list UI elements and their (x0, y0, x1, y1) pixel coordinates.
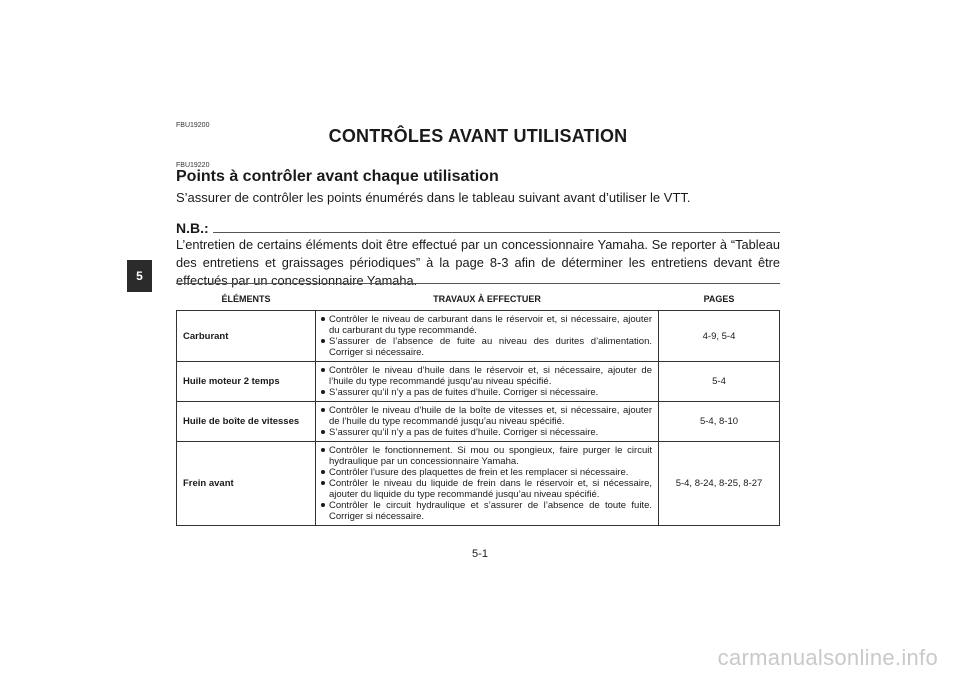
intro-text: S’assurer de contrôler les points énumérés dans le tableau suivant avant d’utiliser le VTT. (176, 190, 691, 205)
chapter-tab: 5 (127, 260, 152, 292)
task-item: S’assurer qu’il n’y a pas de fuites d’huile. Corriger si nécessaire. (320, 427, 652, 438)
section-code: FBU19220 (176, 162, 210, 169)
inspection-table (176, 288, 780, 526)
title-code: FBU19200 (176, 122, 210, 129)
note-rule (213, 232, 780, 233)
row-tasks (316, 362, 659, 402)
row-pages: 5-4, 8-24, 8-25, 8-27 (659, 442, 780, 526)
row-tasks (316, 311, 659, 362)
header-pages: PAGES (659, 288, 780, 311)
row-item: Huile moteur 2 temps (177, 362, 316, 402)
row-pages: 5-4 (659, 362, 780, 402)
row-pages: 4-9, 5-4 (659, 311, 780, 362)
task-item: Contrôler le fonctionnement. Si mou ou spongieux, faire purger le circuit hydraulique par un concessionnaire Yamaha. (320, 445, 652, 467)
note-header (176, 220, 780, 236)
note-bottom-rule (176, 283, 780, 284)
header-tasks: TRAVAUX À EFFECTUER (316, 288, 659, 311)
row-tasks (316, 442, 659, 526)
task-item: Contrôler le niveau du liquide de frein dans le réservoir et, si nécessaire, ajouter du liquide du type recommandé jusqu’au niveau spécifié. (320, 478, 652, 500)
task-item: S’assurer de l’absence de fuite au niveau des durites d’alimentation. Corriger si nécessaire. (320, 336, 652, 358)
row-item: Huile de boîte de vitesses (177, 402, 316, 442)
task-item: S’assurer qu’il n’y a pas de fuites d’huile. Corriger si nécessaire. (320, 387, 652, 398)
table-row (177, 362, 780, 402)
table-row (177, 311, 780, 362)
row-item: Carburant (177, 311, 316, 362)
page-title: CONTRÔLES AVANT UTILISATION (328, 126, 628, 146)
row-item: Frein avant (177, 442, 316, 526)
note-label: N.B.: (176, 220, 209, 236)
task-item: Contrôler le niveau d’huile dans le réservoir et, si nécessaire, ajouter de l’huile du type recommandé jusqu’au niveau spécifié. (320, 365, 652, 387)
task-item: Contrôler le circuit hydraulique et s’assurer de l’absence de toute fuite. Corriger si nécessaire. (320, 500, 652, 522)
table-row (177, 442, 780, 526)
task-item: Contrôler le niveau d’huile de la boîte de vitesses et, si nécessaire, ajouter de l’huile du type recommandé jusqu’au niveau spécifié. (320, 405, 652, 427)
section-title: Points à contrôler avant chaque utilisation (176, 168, 499, 185)
row-tasks (316, 402, 659, 442)
task-item: Contrôler le niveau de carburant dans le réservoir et, si nécessaire, ajouter du carburant du type recommandé. (320, 314, 652, 336)
table-row (177, 402, 780, 442)
row-pages: 5-4, 8-10 (659, 402, 780, 442)
note-text: L’entretien de certains éléments doit être effectué par un concessionnaire Yamaha. Se reporter à “Tableau des entretiens et graissages périodiques” à la page 8-3 afin de déterminer les entretiens devant être effectués par un concessionnaire Yamaha. (176, 237, 780, 288)
table-header-row (177, 288, 780, 311)
header-elements: ÉLÉMENTS (177, 288, 316, 311)
task-item: Contrôler l’usure des plaquettes de frein et les remplacer si nécessaire. (320, 467, 652, 478)
page-number: 5-1 (472, 548, 488, 560)
watermark: carmanualsonline.info (717, 645, 938, 670)
